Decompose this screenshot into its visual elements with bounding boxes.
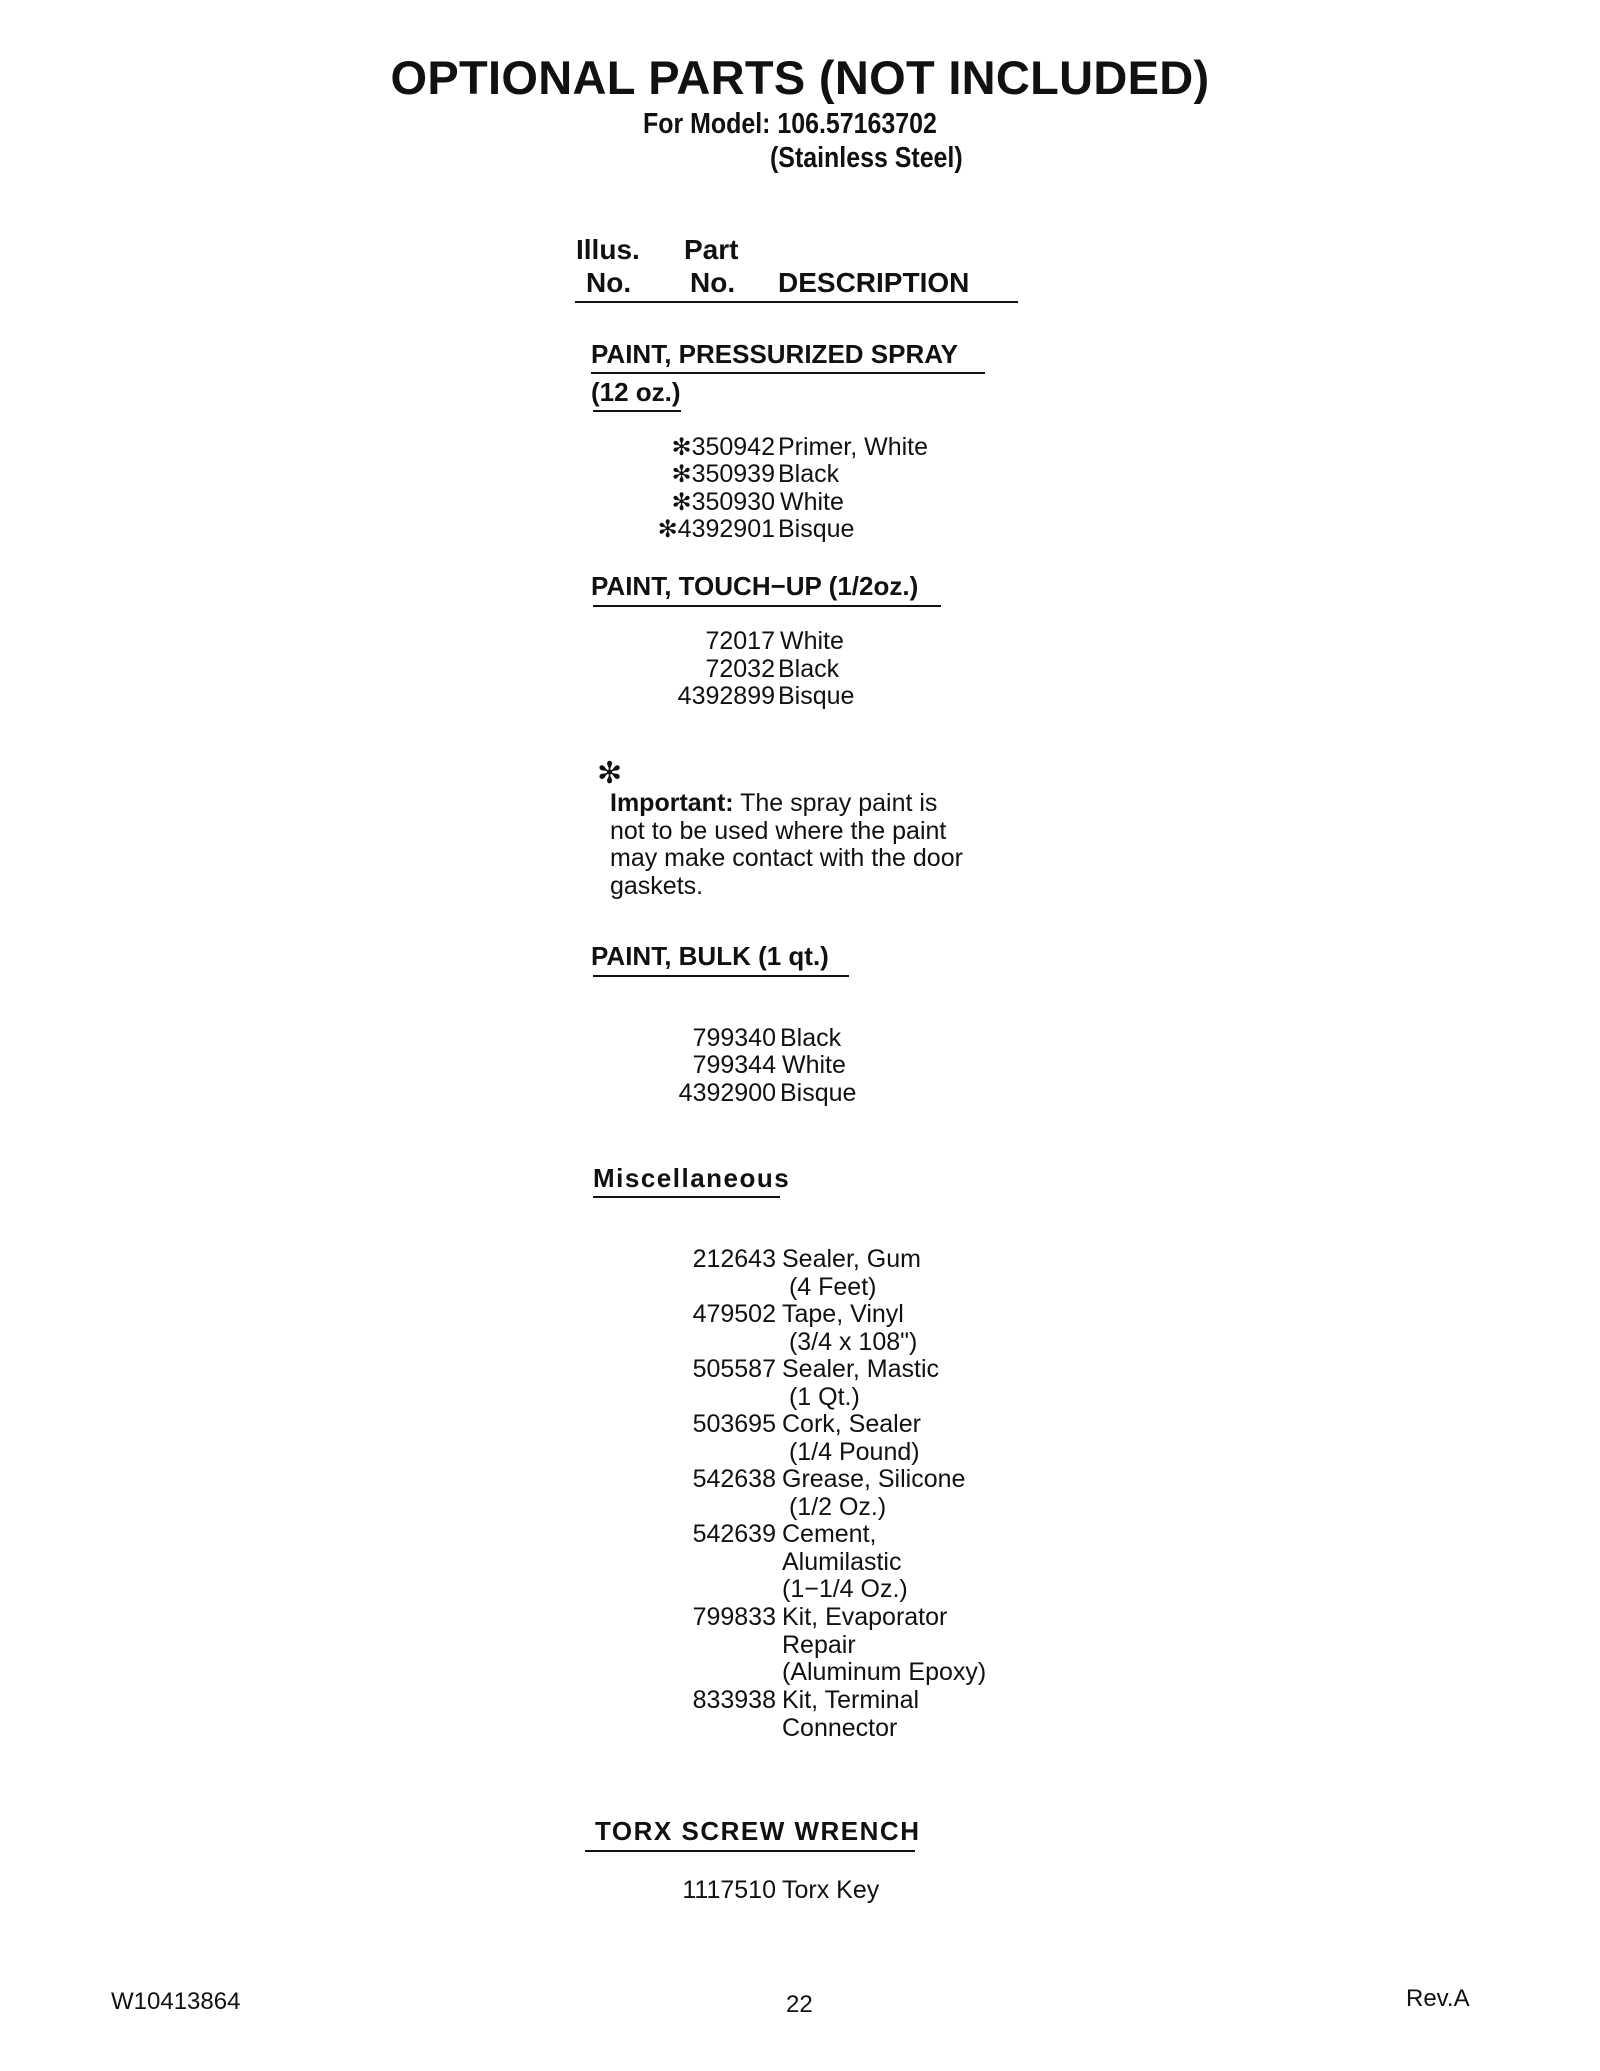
asterisk-icon: ✻ [671,461,692,488]
part-number: ✻350939 [671,460,775,488]
section-heading-torx: TORX SCREW WRENCH [595,1816,921,1846]
list-item [560,434,775,462]
part-number: 542638 [692,1465,776,1493]
item-description: Kit, Evaporator Repair (Aluminum Epoxy) [782,1603,987,1686]
asterisk-icon: ✻ [657,516,678,543]
part-number: 72017 [705,627,775,655]
list-item [560,628,775,656]
part-number: 542639 [692,1520,776,1548]
section-heading-misc: Miscellaneous [593,1163,791,1193]
important-note [610,790,990,900]
section-heading-spray: PAINT, PRESSURIZED SPRAY [591,339,958,369]
list-item [560,1080,776,1108]
note-text: gaskets. [610,871,704,900]
part-number: 72032 [705,655,775,683]
part-number: 799833 [692,1603,776,1631]
part-number: 503695 [692,1410,776,1438]
part-number: 799340 [692,1024,776,1052]
section-rule-torx [585,1850,915,1852]
asterisk-icon: ✻ [671,434,692,461]
list-item [560,1301,776,1329]
section-rule-touchup [593,605,941,607]
list-item [560,1025,776,1053]
list-item [560,1466,776,1494]
section-rule-spray [591,372,985,374]
list-item [560,461,775,489]
list-item [560,516,775,544]
page-title: OPTIONAL PARTS (NOT INCLUDED) [390,51,1210,104]
part-number: 799344 [692,1051,776,1079]
item-description: Sealer, Gum (4 Feet) [782,1245,921,1301]
item-description: Sealer, Mastic (1 Qt.) [782,1355,940,1411]
section-heading-bulk: PAINT, BULK (1 qt.) [591,941,829,971]
section-heading-touchup: PAINT, TOUCH−UP (1/2oz.) [591,571,919,601]
section-heading-spray-size: (12 oz.) [591,377,681,407]
list-item [560,1052,776,1080]
list-item [560,656,775,684]
part-number: 212643 [692,1245,776,1273]
note-text: may make contact with the door [610,844,963,872]
list-item [560,1411,776,1439]
col-illus-top: Illus. [576,234,640,265]
model-line: For Model: 106.57163702 [643,108,937,140]
part-number: 1117510 [682,1876,776,1904]
asterisk-icon: ✻ [597,757,623,790]
list-item [560,1877,776,1905]
header-rule [575,301,1018,303]
doc-number: W10413864 [111,1988,241,2015]
part-number: 4392899 [677,682,775,710]
item-description: Cork, Sealer (1/4 Pound) [782,1410,921,1466]
list-item [560,683,775,711]
section-rule-bulk [593,975,849,977]
item-description: Grease, Silicone (1/2 Oz.) [782,1465,966,1521]
list-item [560,1356,776,1384]
col-part-top: Part [684,234,739,265]
item-description: Tape, Vinyl (3/4 x 108") [782,1300,918,1356]
revision: Rev.A [1406,1985,1470,2012]
list-item [560,1604,776,1632]
page-number: 22 [786,1991,813,2018]
item-description: Kit, Terminal Connector [782,1686,920,1742]
section-rule-spray-size [593,410,681,412]
part-number: 505587 [692,1355,776,1383]
note-text: not to be used where the paint [610,816,947,845]
model-finish: (Stainless Steel) [770,142,963,174]
part-number: ✻350942 [671,433,775,461]
part-number: ✻4392901 [657,515,775,543]
part-number: 833938 [692,1686,776,1714]
part-number: ✻350930 [671,488,775,516]
note-label: Important: [610,789,734,817]
list-item [560,489,775,517]
col-part-bottom: No. [690,267,736,298]
item-description: Cement, Alumilastic (1−1/4 Oz.) [782,1520,908,1603]
part-number: 479502 [692,1300,776,1328]
list-item [560,1687,776,1715]
asterisk-icon: ✻ [671,489,692,516]
col-description: DESCRIPTION [778,267,970,298]
part-number: 4392900 [678,1079,776,1107]
note-text: The spray paint is [733,789,938,817]
section-rule-misc [593,1196,780,1198]
list-item [560,1521,776,1549]
list-item [560,1246,776,1274]
col-illus-bottom: No. [586,267,632,298]
